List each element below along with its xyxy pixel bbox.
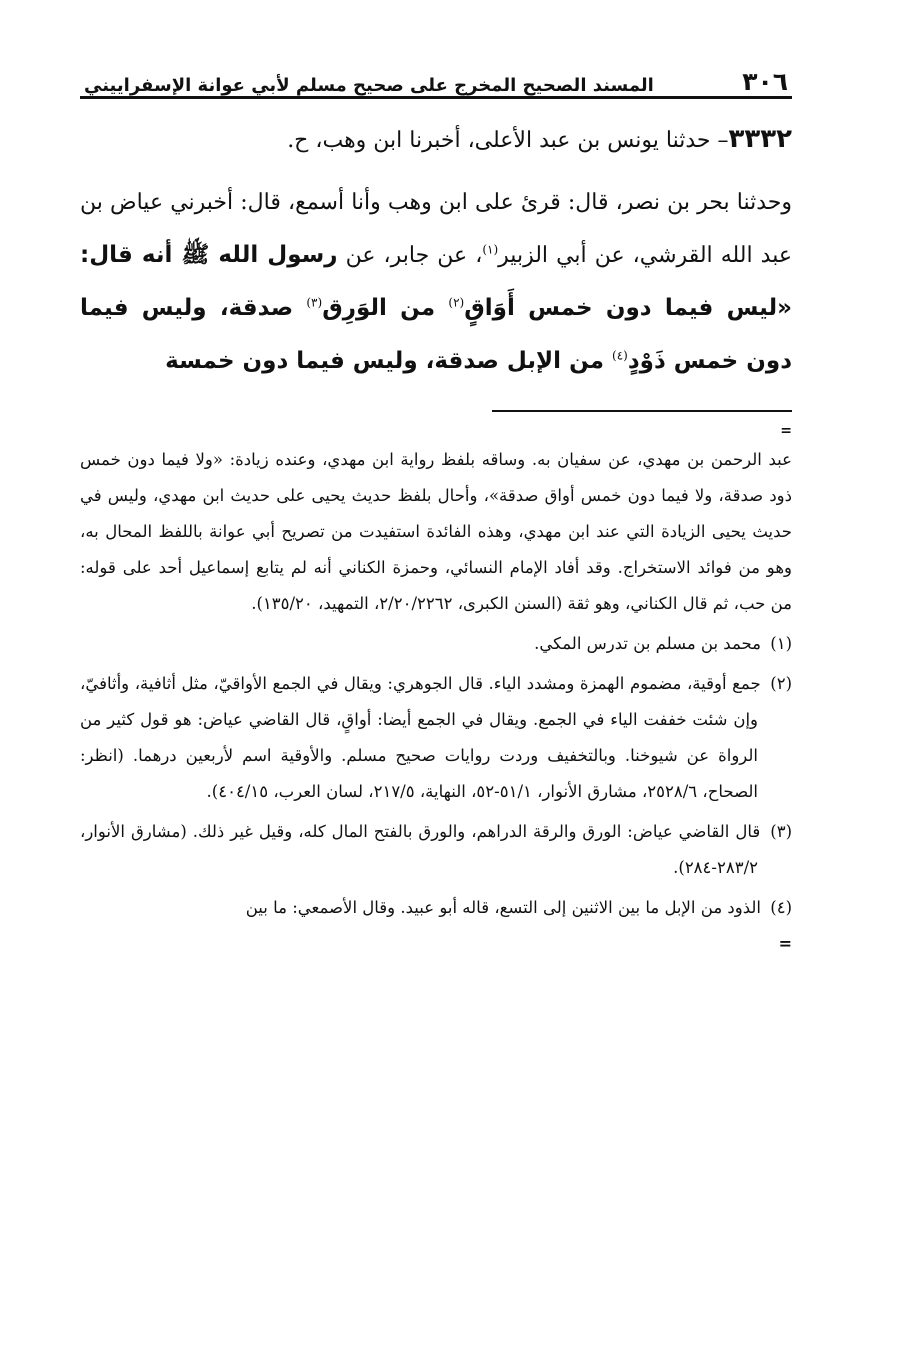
hadith-heading	[80, 117, 792, 163]
footnote-text: الذود من الإبل ما بين الاثنين إلى التسع، قاله أبو عبيد. وقال الأصمعي: ما بين	[245, 898, 761, 917]
footnote-number: (٣)	[770, 822, 792, 841]
footnote-4	[80, 890, 792, 926]
footnotes	[80, 442, 792, 926]
hadith-number: ٣٣٣٢	[728, 124, 792, 154]
footnote-3	[80, 814, 792, 886]
footnote-text: جمع أوقية، مضموم الهمزة ومشدد الياء. قال الجوهري: ويقال في الجمع الأواقيّ، مثل أثافية، وأثافيّ، وإن شئت خففت الياء في الجمع. ويقال في الجمع أيضا: أواقٍ، قال القاضي عياض: هو قول كثير من الرواة عن شيوخنا. وبالتخفيف وردت روايات صحيح مسلم. والأوقية اسم لأربعين درهما. (انظر: الصحاح، ٢٥٢٨/٦، مشارق الأنوار، ٥١/١-٥٢، النهاية، ٢١٧/٥، لسان العرب، ٤٠٤/١٥).	[80, 674, 761, 801]
hadith-first-line: – حدثنا يونس بن عبد الأعلى، أخبرنا ابن وهب، ح.	[287, 128, 729, 153]
footnote-number: (٢)	[770, 674, 792, 693]
book-page	[80, 58, 792, 1338]
hadith-matn-4: من الإبل صدقة، وليس فيما دون خمسة	[165, 348, 613, 374]
hadith-matn-2: من الوَرِق	[322, 295, 449, 321]
chain-text-2: ، عن جابر، عن	[337, 243, 483, 268]
continuation-mark-bottom: =	[778, 934, 792, 953]
footnote-1	[80, 626, 792, 662]
page-header	[80, 58, 792, 99]
hadith-matn-1: رسول الله ﷺ أنه قال: «ليس فيما دون خمس أَوَاقٍ	[80, 242, 792, 321]
footnote-2	[80, 666, 792, 810]
footnote-separator	[492, 410, 792, 412]
footnote-text: محمد بن مسلم بن تدرس المكي.	[534, 634, 761, 653]
page-number: ٣٠٦	[742, 67, 788, 96]
footnote-ref-3: (٣)	[306, 295, 323, 310]
hadith-body	[80, 177, 792, 388]
running-title: المسند الصحيح المخرج على صحيح مسلم لأبي عوانة الإسفراييني	[84, 75, 654, 96]
continuation-mark-top: =	[780, 423, 792, 439]
footnote-ref-2: (٢)	[448, 295, 465, 310]
footnote-ref-4: (٤)	[612, 348, 628, 363]
footnote-continued: عبد الرحمن بن مهدي، عن سفيان به. وساقه بلفظ رواية ابن مهدي، وعنده زيادة: «ولا فيما دون خمس ذود صدقة، ولا فيما دون خمس أواق صدقة»، وأحال بلفظ حديث يحيى على حديث ابن مهدي، وليس في حديث يحيى الزيادة التي عند ابن مهدي، وهذه الفائدة استفيدت من تصريح أبي عوانة باللفظ المحال به، وهو من فوائد الاستخراج. وقد أفاد الإمام النسائي، وحمزة الكناني أنه لم يتابع إسماعيل أحد على قوله: من حب، ثم قال الكناني، وهو ثقة (السنن الكبرى، ٢/٢٠/٢٢٦٢، التمهيد، ١٣٥/٢٠).	[80, 450, 792, 613]
hadith-matn-3: صدقة، وليس فيما دون خمس ذَوْدٍ	[80, 295, 792, 374]
chain-text: وحدثنا بحر بن نصر، قال: قرئ على ابن وهب وأنا أسمع، قال: أخبرني عياض بن عبد الله القرشي، عن أبي الزبير	[80, 190, 792, 268]
footnote-number: (١)	[770, 634, 792, 653]
footnote-text: قال القاضي عياض: الورق والرقة الدراهم، والورق بالفتح المال كله، وقيل غير ذلك. (مشارق الأنوار، ٢٨٣/٢-٢٨٤).	[80, 822, 761, 877]
footnote-number: (٤)	[770, 898, 792, 917]
footnote-ref-1: (١)	[482, 242, 499, 257]
